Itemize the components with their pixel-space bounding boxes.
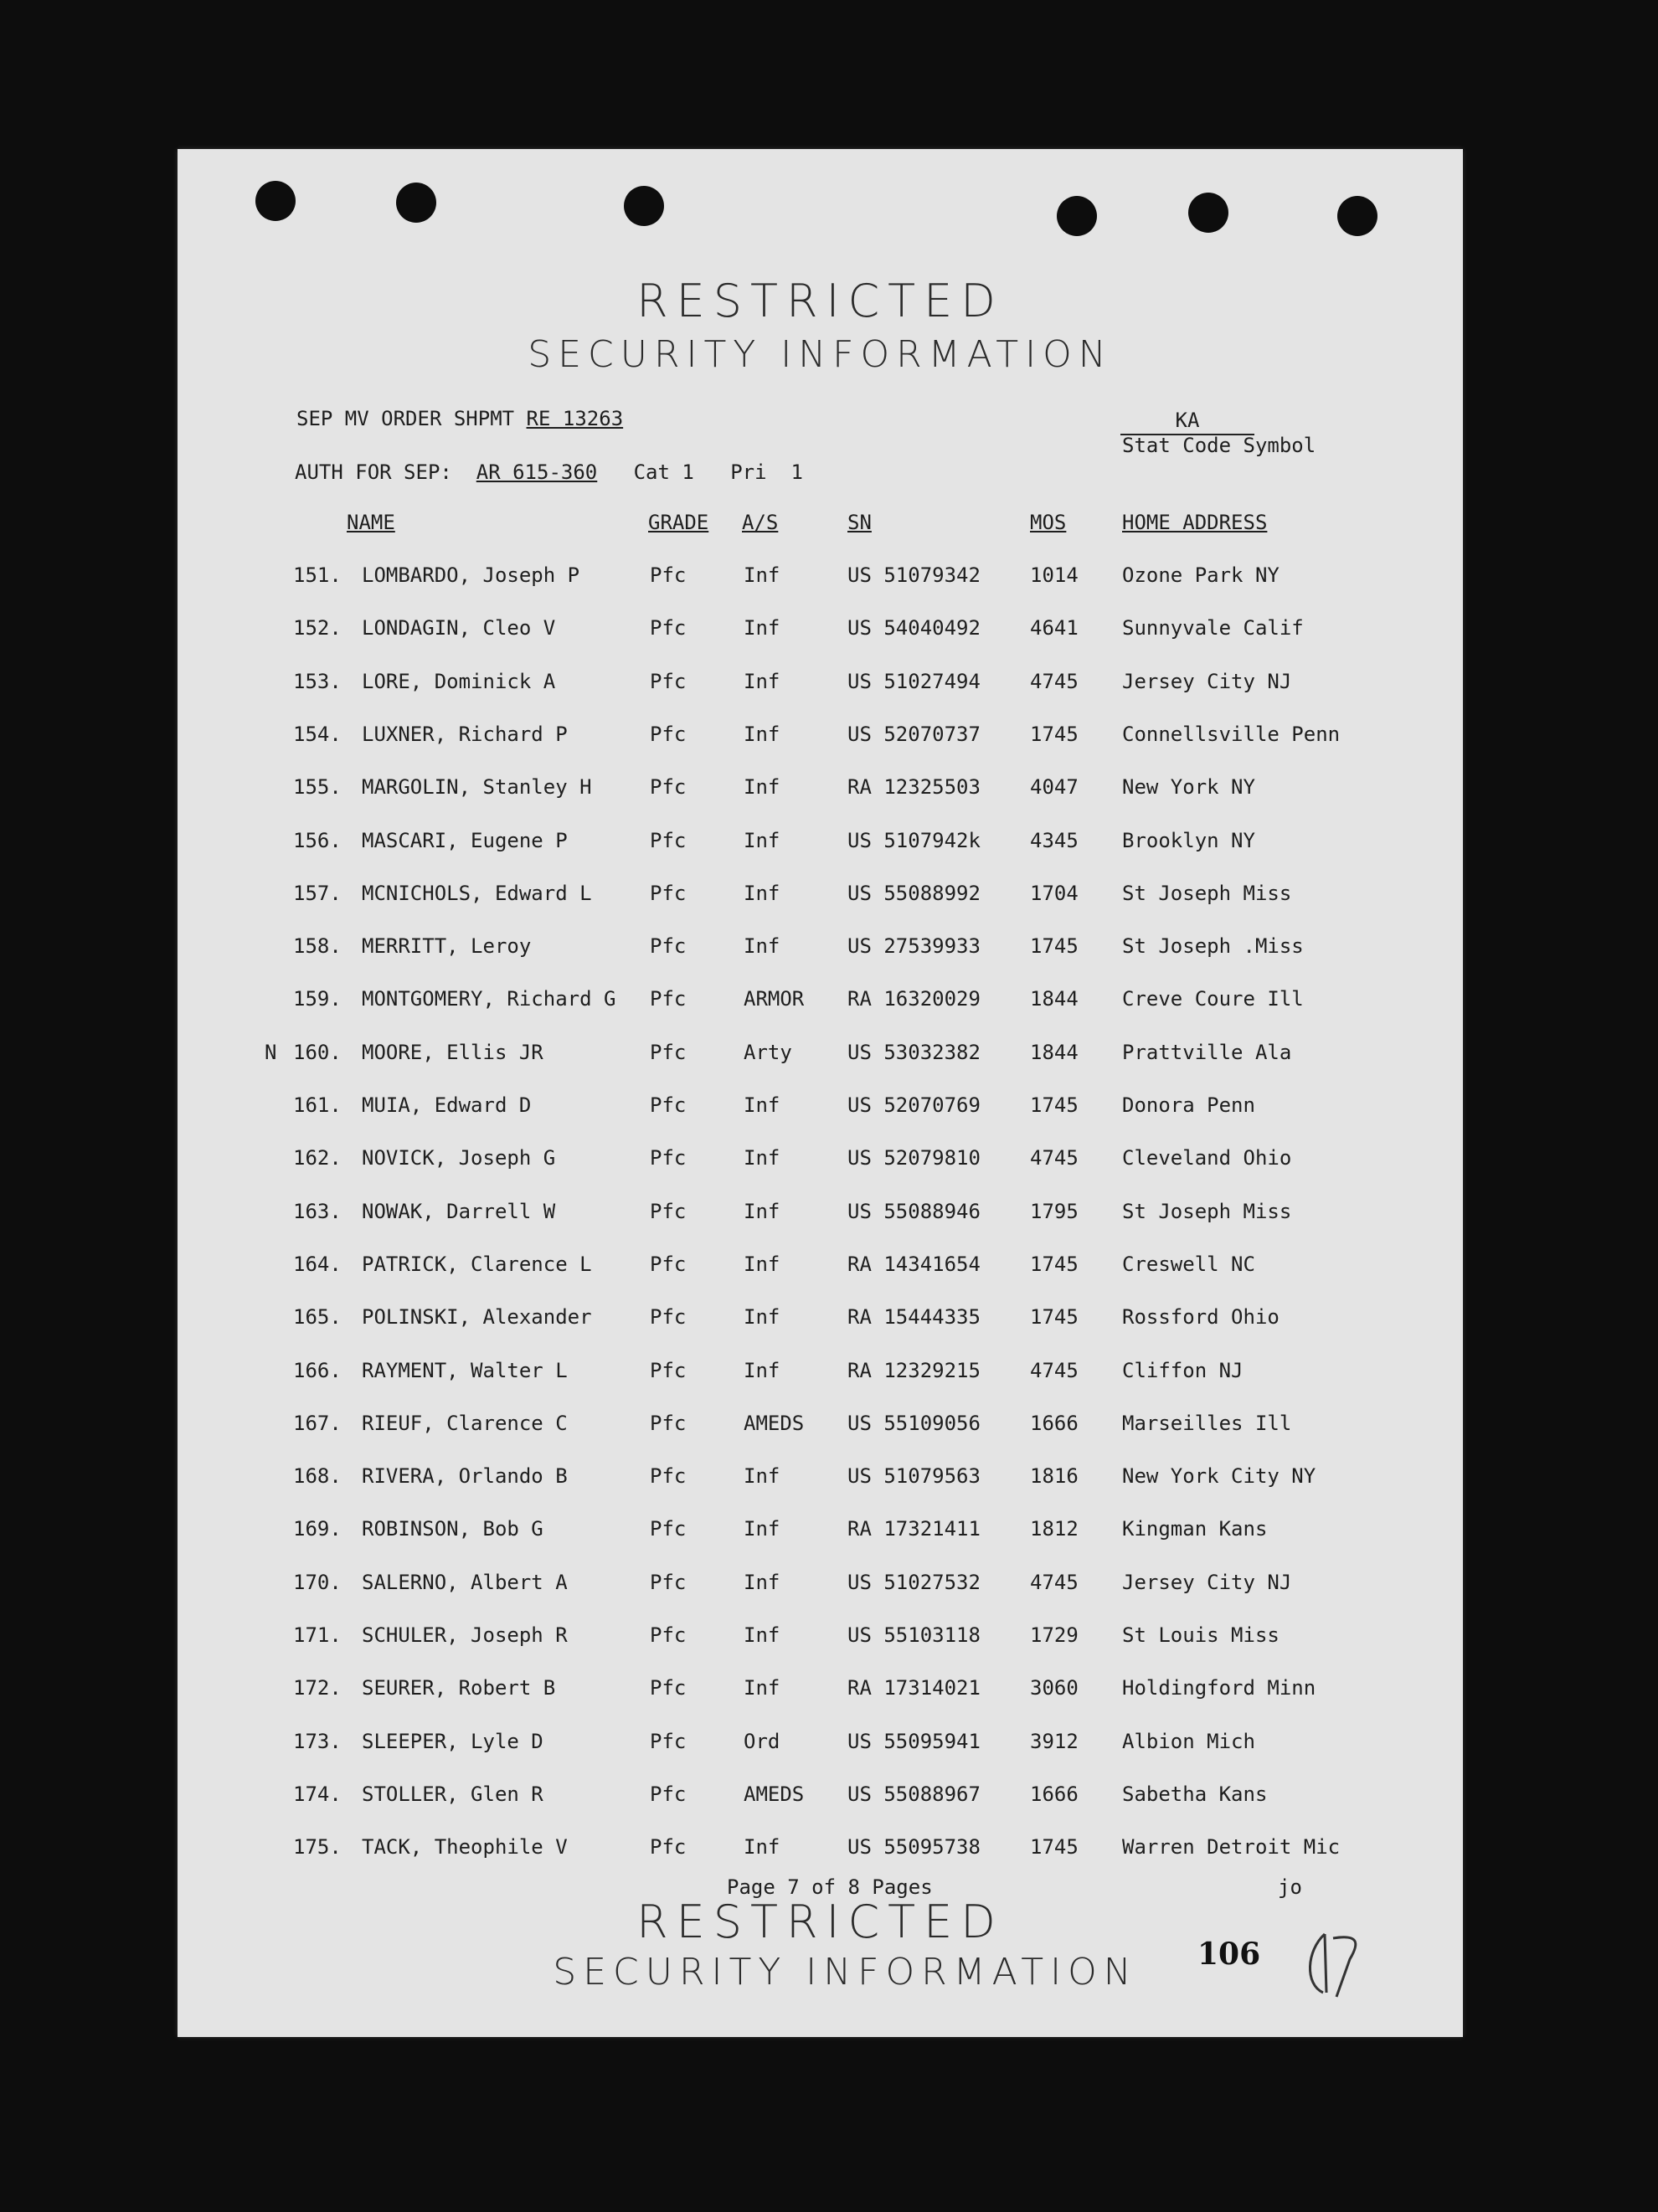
cell-grade: Pfc bbox=[650, 881, 687, 905]
cell-as: Inf bbox=[744, 1146, 780, 1170]
cell-sn: US 52070769 bbox=[847, 1093, 981, 1117]
cell-name: TACK, Theophile V bbox=[362, 1835, 568, 1860]
cell-addr: Rossford Ohio bbox=[1122, 1305, 1280, 1330]
table-row bbox=[178, 1305, 1463, 1339]
table-row bbox=[178, 1200, 1463, 1233]
cell-name: MASCARI, Eugene P bbox=[362, 828, 568, 852]
cell-name: SEURER, Robert B bbox=[362, 1676, 556, 1700]
cell-sn: RA 16320029 bbox=[847, 987, 981, 1011]
cell-mos: 1666 bbox=[1030, 1411, 1079, 1435]
cell-addr: Donora Penn bbox=[1122, 1093, 1255, 1117]
cell-mos: 1795 bbox=[1030, 1199, 1079, 1223]
cell-name: NOVICK, Joseph G bbox=[362, 1146, 556, 1170]
col-sn: SN bbox=[847, 511, 872, 534]
table-row bbox=[178, 1412, 1463, 1445]
cell-grade: Pfc bbox=[650, 1252, 687, 1276]
cell-addr: St Joseph Miss bbox=[1122, 1199, 1292, 1223]
cell-mos: 4745 bbox=[1030, 1570, 1079, 1594]
cell-sn: US 5107942k bbox=[847, 828, 981, 852]
cell-grade: Pfc bbox=[650, 1570, 687, 1594]
cell-mos: 1812 bbox=[1030, 1517, 1079, 1541]
cell-grade: Pfc bbox=[650, 775, 687, 800]
cell-mos: 1844 bbox=[1030, 1040, 1079, 1064]
cell-mos: 3060 bbox=[1030, 1676, 1079, 1700]
cell-sn: US 51079342 bbox=[847, 563, 981, 587]
table-row bbox=[178, 1093, 1463, 1127]
cell-sn: US 55088992 bbox=[847, 881, 981, 905]
cell-addr: Albion Mich bbox=[1122, 1729, 1255, 1753]
cell-as: Inf bbox=[744, 1464, 780, 1489]
cell-as: Inf bbox=[744, 1570, 780, 1594]
cell-grade: Pfc bbox=[650, 1093, 687, 1117]
punch-hole bbox=[255, 181, 296, 221]
cell-num: 156. bbox=[293, 828, 342, 852]
cell-as: Inf bbox=[744, 1835, 780, 1860]
cell-grade: Pfc bbox=[650, 722, 687, 746]
cell-mos: 1745 bbox=[1030, 1093, 1079, 1117]
cell-sn: RA 15444335 bbox=[847, 1305, 981, 1330]
punch-hole bbox=[396, 183, 436, 223]
cell-addr: St Joseph .Miss bbox=[1122, 934, 1304, 959]
cell-as: ARMOR bbox=[744, 987, 805, 1011]
punch-hole bbox=[1337, 196, 1377, 236]
cell-addr: Holdingford Minn bbox=[1122, 1676, 1316, 1700]
cell-sn: US 52070737 bbox=[847, 722, 981, 746]
cell-name: RIVERA, Orlando B bbox=[362, 1464, 568, 1489]
cell-name: MARGOLIN, Stanley H bbox=[362, 775, 592, 800]
auth-line bbox=[295, 460, 803, 484]
table-row bbox=[178, 1676, 1463, 1710]
cell-name: MONTGOMERY, Richard G bbox=[362, 987, 616, 1011]
cell-name: LONDAGIN, Cleo V bbox=[362, 616, 556, 640]
cell-mos: 1666 bbox=[1030, 1782, 1079, 1806]
cell-mos: 1729 bbox=[1030, 1623, 1079, 1647]
order-line bbox=[296, 407, 623, 430]
cell-mos: 4047 bbox=[1030, 775, 1079, 800]
cell-as: Inf bbox=[744, 881, 780, 905]
cell-name: SCHULER, Joseph R bbox=[362, 1623, 568, 1647]
table-row bbox=[178, 1782, 1463, 1816]
table-row bbox=[178, 1623, 1463, 1657]
cat-pri: Cat 1 Pri 1 bbox=[633, 460, 803, 484]
handwritten-mark-icon bbox=[1300, 1926, 1367, 2001]
cell-grade: Pfc bbox=[650, 1305, 687, 1330]
cell-num: 157. bbox=[293, 881, 342, 905]
cell-name: LUXNER, Richard P bbox=[362, 722, 568, 746]
security-stamp-top: SECURITY INFORMATION bbox=[528, 333, 1113, 376]
cell-name: MUIA, Edward D bbox=[362, 1093, 532, 1117]
restricted-stamp-bottom: RESTRICTED bbox=[636, 1896, 1004, 1948]
restricted-stamp-top: RESTRICTED bbox=[636, 275, 1004, 327]
cell-sn: US 55095738 bbox=[847, 1835, 981, 1860]
cell-sn: RA 17321411 bbox=[847, 1517, 981, 1541]
cell-sn: US 51027494 bbox=[847, 669, 981, 693]
punch-hole bbox=[624, 186, 664, 226]
cell-num: 165. bbox=[293, 1305, 342, 1330]
cell-mos: 4745 bbox=[1030, 1358, 1079, 1382]
cell-mos: 1704 bbox=[1030, 881, 1079, 905]
table-row bbox=[178, 987, 1463, 1021]
cell-as: Inf bbox=[744, 1676, 780, 1700]
cell-addr: Jersey City NJ bbox=[1122, 1570, 1292, 1594]
order-ref: RE 13263 bbox=[526, 407, 624, 430]
cell-sn: US 52079810 bbox=[847, 1146, 981, 1170]
cell-num: 162. bbox=[293, 1146, 342, 1170]
cell-grade: Pfc bbox=[650, 616, 687, 640]
cell-grade: Pfc bbox=[650, 1464, 687, 1489]
cell-mos: 1745 bbox=[1030, 1305, 1079, 1330]
table-row bbox=[178, 775, 1463, 809]
cell-grade: Pfc bbox=[650, 828, 687, 852]
cell-name: MERRITT, Leroy bbox=[362, 934, 532, 959]
table-row bbox=[178, 563, 1463, 597]
cell-sn: RA 12329215 bbox=[847, 1358, 981, 1382]
typist-initials: jo bbox=[1278, 1875, 1302, 1899]
punch-hole bbox=[1057, 196, 1097, 236]
cell-num: 151. bbox=[293, 563, 342, 587]
cell-mos: 3912 bbox=[1030, 1729, 1079, 1753]
cell-name: ROBINSON, Bob G bbox=[362, 1517, 543, 1541]
cell-addr: Cleveland Ohio bbox=[1122, 1146, 1292, 1170]
cell-addr: St Joseph Miss bbox=[1122, 881, 1292, 905]
col-address: HOME ADDRESS bbox=[1122, 511, 1268, 534]
cell-as: Inf bbox=[744, 563, 780, 587]
cell-name: LORE, Dominick A bbox=[362, 669, 556, 693]
table-row bbox=[178, 934, 1463, 968]
cell-addr: New York City NY bbox=[1122, 1464, 1316, 1489]
col-mos: MOS bbox=[1030, 511, 1067, 534]
cell-addr: Marseilles Ill bbox=[1122, 1411, 1292, 1435]
cell-grade: Pfc bbox=[650, 1835, 687, 1860]
cell-mark: N bbox=[265, 1040, 277, 1064]
cell-mos: 1745 bbox=[1030, 1835, 1079, 1860]
cell-as: AMEDS bbox=[744, 1411, 805, 1435]
cell-as: Inf bbox=[744, 934, 780, 959]
table-row bbox=[178, 1359, 1463, 1392]
cell-sn: US 53032382 bbox=[847, 1040, 981, 1064]
cell-as: Inf bbox=[744, 1093, 780, 1117]
table-row bbox=[178, 1464, 1463, 1498]
cell-addr: Creve Coure Ill bbox=[1122, 987, 1304, 1011]
cell-name: PATRICK, Clarence L bbox=[362, 1252, 592, 1276]
table-row bbox=[178, 1146, 1463, 1180]
table-row bbox=[178, 1571, 1463, 1604]
cell-num: 171. bbox=[293, 1623, 342, 1647]
cell-num: 168. bbox=[293, 1464, 342, 1489]
cell-grade: Pfc bbox=[650, 934, 687, 959]
cell-num: 174. bbox=[293, 1782, 342, 1806]
cell-num: 173. bbox=[293, 1729, 342, 1753]
cell-grade: Pfc bbox=[650, 1146, 687, 1170]
cell-as: Inf bbox=[744, 669, 780, 693]
cell-name: RIEUF, Clarence C bbox=[362, 1411, 568, 1435]
col-as: A/S bbox=[742, 511, 779, 534]
cell-addr: Connellsville Penn bbox=[1122, 722, 1341, 746]
cell-as: Ord bbox=[744, 1729, 780, 1753]
cell-name: POLINSKI, Alexander bbox=[362, 1305, 592, 1330]
auth-prefix: AUTH FOR SEP: bbox=[295, 460, 452, 484]
cell-name: NOWAK, Darrell W bbox=[362, 1199, 556, 1223]
table-row bbox=[178, 882, 1463, 915]
cell-as: Inf bbox=[744, 1623, 780, 1647]
cell-mos: 4641 bbox=[1030, 616, 1079, 640]
cell-num: 166. bbox=[293, 1358, 342, 1382]
cell-num: 155. bbox=[293, 775, 342, 800]
cell-num: 164. bbox=[293, 1252, 342, 1276]
cell-grade: Pfc bbox=[650, 987, 687, 1011]
cell-name: MCNICHOLS, Edward L bbox=[362, 881, 592, 905]
cell-addr: Cliffon NJ bbox=[1122, 1358, 1244, 1382]
auth-ref: AR 615-360 bbox=[476, 460, 598, 484]
cell-addr: Sunnyvale Calif bbox=[1122, 616, 1304, 640]
cell-addr: New York NY bbox=[1122, 775, 1255, 800]
page-number: 106 bbox=[1197, 1937, 1261, 1972]
cell-name: SLEEPER, Lyle D bbox=[362, 1729, 543, 1753]
cell-grade: Pfc bbox=[650, 1411, 687, 1435]
cell-as: Inf bbox=[744, 722, 780, 746]
punch-hole bbox=[1188, 193, 1228, 233]
cell-addr: Ozone Park NY bbox=[1122, 563, 1280, 587]
cell-sn: RA 17314021 bbox=[847, 1676, 981, 1700]
cell-num: 152. bbox=[293, 616, 342, 640]
cell-num: 154. bbox=[293, 722, 342, 746]
cell-num: 161. bbox=[293, 1093, 342, 1117]
table-row bbox=[178, 1253, 1463, 1286]
security-stamp-bottom: SECURITY INFORMATION bbox=[553, 1951, 1138, 1993]
cell-num: 160. bbox=[293, 1040, 342, 1064]
cell-as: Inf bbox=[744, 1358, 780, 1382]
cell-as: Inf bbox=[744, 775, 780, 800]
cell-name: MOORE, Ellis JR bbox=[362, 1040, 543, 1064]
cell-num: 169. bbox=[293, 1517, 342, 1541]
table-row bbox=[178, 1730, 1463, 1763]
cell-num: 167. bbox=[293, 1411, 342, 1435]
cell-as: Inf bbox=[744, 828, 780, 852]
cell-grade: Pfc bbox=[650, 1729, 687, 1753]
table-row bbox=[178, 1041, 1463, 1074]
cell-name: RAYMENT, Walter L bbox=[362, 1358, 568, 1382]
cell-as: Inf bbox=[744, 1199, 780, 1223]
table-row bbox=[178, 723, 1463, 756]
cell-as: Arty bbox=[744, 1040, 792, 1064]
cell-num: 153. bbox=[293, 669, 342, 693]
col-grade: GRADE bbox=[648, 511, 709, 534]
cell-grade: Pfc bbox=[650, 1623, 687, 1647]
cell-sn: US 55095941 bbox=[847, 1729, 981, 1753]
cell-mos: 1844 bbox=[1030, 987, 1079, 1011]
cell-grade: Pfc bbox=[650, 1199, 687, 1223]
cell-as: Inf bbox=[744, 1305, 780, 1330]
cell-grade: Pfc bbox=[650, 1676, 687, 1700]
cell-sn: US 55088946 bbox=[847, 1199, 981, 1223]
cell-mos: 4745 bbox=[1030, 1146, 1079, 1170]
cell-sn: US 55109056 bbox=[847, 1411, 981, 1435]
cell-num: 158. bbox=[293, 934, 342, 959]
table-row bbox=[178, 1517, 1463, 1551]
cell-grade: Pfc bbox=[650, 563, 687, 587]
cell-grade: Pfc bbox=[650, 1782, 687, 1806]
cell-addr: Prattville Ala bbox=[1122, 1040, 1292, 1064]
cell-num: 163. bbox=[293, 1199, 342, 1223]
cell-sn: RA 14341654 bbox=[847, 1252, 981, 1276]
cell-as: AMEDS bbox=[744, 1782, 805, 1806]
stat-code-value: KA bbox=[1120, 409, 1254, 435]
cell-mos: 4345 bbox=[1030, 828, 1079, 852]
cell-name: STOLLER, Glen R bbox=[362, 1782, 543, 1806]
cell-num: 159. bbox=[293, 987, 342, 1011]
document-page bbox=[178, 149, 1463, 2037]
cell-sn: US 51079563 bbox=[847, 1464, 981, 1489]
cell-addr: Brooklyn NY bbox=[1122, 828, 1255, 852]
cell-as: Inf bbox=[744, 1517, 780, 1541]
col-name: NAME bbox=[347, 511, 395, 534]
cell-mos: 1745 bbox=[1030, 934, 1079, 959]
cell-grade: Pfc bbox=[650, 1517, 687, 1541]
cell-addr: Creswell NC bbox=[1122, 1252, 1255, 1276]
cell-mos: 1745 bbox=[1030, 722, 1079, 746]
cell-grade: Pfc bbox=[650, 669, 687, 693]
cell-name: SALERNO, Albert A bbox=[362, 1570, 568, 1594]
cell-sn: US 55103118 bbox=[847, 1623, 981, 1647]
stat-code-label: Stat Code Symbol bbox=[1122, 434, 1316, 457]
cell-num: 172. bbox=[293, 1676, 342, 1700]
cell-num: 175. bbox=[293, 1835, 342, 1860]
cell-sn: RA 12325503 bbox=[847, 775, 981, 800]
table-row bbox=[178, 670, 1463, 703]
cell-name: LOMBARDO, Joseph P bbox=[362, 563, 580, 587]
cell-mos: 1014 bbox=[1030, 563, 1079, 587]
cell-num: 170. bbox=[293, 1570, 342, 1594]
cell-sn: US 55088967 bbox=[847, 1782, 981, 1806]
cell-addr: Sabetha Kans bbox=[1122, 1782, 1268, 1806]
cell-sn: US 54040492 bbox=[847, 616, 981, 640]
cell-as: Inf bbox=[744, 616, 780, 640]
table-row bbox=[178, 616, 1463, 650]
order-prefix: SEP MV ORDER SHPMT bbox=[296, 407, 515, 430]
cell-addr: Jersey City NJ bbox=[1122, 669, 1292, 693]
cell-addr: Warren Detroit Mic bbox=[1122, 1835, 1341, 1860]
cell-mos: 4745 bbox=[1030, 669, 1079, 693]
cell-grade: Pfc bbox=[650, 1358, 687, 1382]
cell-mos: 1745 bbox=[1030, 1252, 1079, 1276]
cell-sn: US 27539933 bbox=[847, 934, 981, 959]
cell-sn: US 51027532 bbox=[847, 1570, 981, 1594]
cell-grade: Pfc bbox=[650, 1040, 687, 1064]
page-count: Page 7 of 8 Pages bbox=[727, 1875, 933, 1899]
cell-mos: 1816 bbox=[1030, 1464, 1079, 1489]
cell-addr: Kingman Kans bbox=[1122, 1517, 1268, 1541]
cell-as: Inf bbox=[744, 1252, 780, 1276]
table-row bbox=[178, 829, 1463, 862]
cell-addr: St Louis Miss bbox=[1122, 1623, 1280, 1647]
table-row bbox=[178, 1835, 1463, 1869]
